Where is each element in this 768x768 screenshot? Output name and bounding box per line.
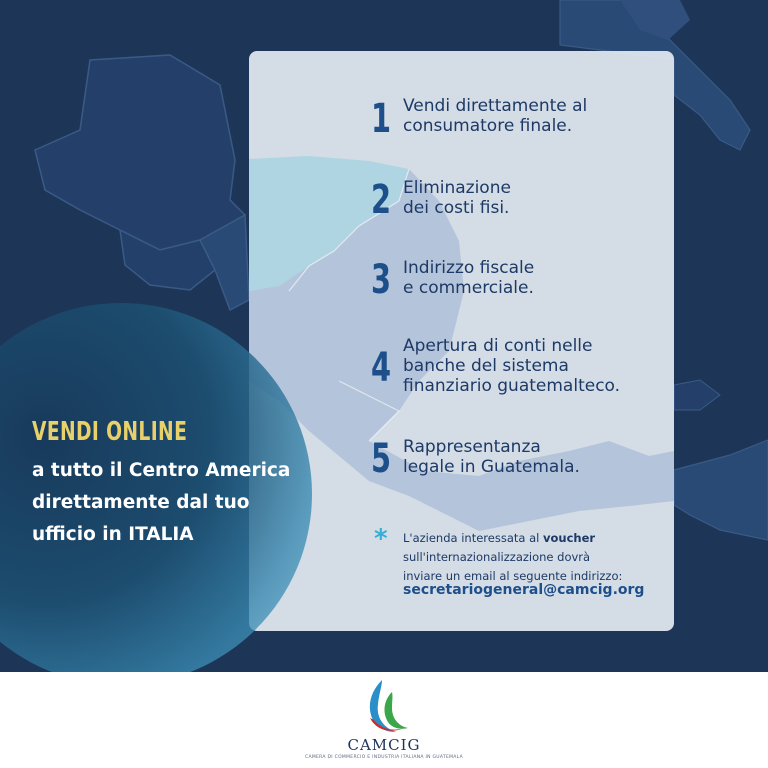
logo-wordmark: CAMCIG xyxy=(347,736,421,754)
step-number: 5 xyxy=(371,436,392,482)
step-line: legale in Guatemala. xyxy=(403,457,580,477)
step-number: 2 xyxy=(371,177,392,223)
step-text xyxy=(403,437,580,477)
step-line: Indirizzo fiscale xyxy=(403,258,535,278)
step-4 xyxy=(249,336,674,406)
promo-line: direttamente dal tuo xyxy=(32,492,250,513)
step-line: Vendi direttamente al xyxy=(403,96,588,116)
email-link[interactable]: secretariogeneral@camcig.org xyxy=(403,582,645,598)
step-number: 3 xyxy=(371,257,392,303)
note-prefix: L'azienda interessata al xyxy=(403,531,543,545)
step-line: Eliminazione xyxy=(403,178,511,198)
step-3 xyxy=(249,258,674,318)
step-1 xyxy=(249,96,674,156)
note-line: inviare un email al seguente indirizzo: xyxy=(403,569,623,583)
promo-line: ufficio in ITALIA xyxy=(32,524,194,545)
step-text xyxy=(403,178,511,218)
promo-line: a tutto il Centro America xyxy=(32,460,291,481)
step-text xyxy=(403,258,534,298)
note-line xyxy=(403,529,622,548)
step-line: Rappresentanza xyxy=(403,437,541,457)
step-line: banche del sistema xyxy=(403,356,569,376)
step-line: consumatore finale. xyxy=(403,116,573,136)
step-line: dei costi fisi. xyxy=(403,198,510,218)
step-line: finanziario guatemalteco. xyxy=(403,376,621,396)
note-line: sull'internazionalizzazione dovrà xyxy=(403,550,591,564)
step-text xyxy=(403,96,587,136)
step-text xyxy=(403,336,620,396)
logo-subtitle: CAMERA DI COMMERCIO E INDUSTRIA ITALIANA IN GUATEMALA xyxy=(305,755,463,760)
step-number: 1 xyxy=(371,96,392,142)
voucher-note xyxy=(403,529,622,586)
camcig-logo-icon xyxy=(356,678,414,736)
note-voucher: voucher xyxy=(542,531,596,545)
step-line: e commerciale. xyxy=(403,278,534,298)
step-number: 4 xyxy=(371,345,392,391)
step-2 xyxy=(249,178,674,238)
promo-headline: VENDI ONLINE xyxy=(32,417,188,447)
asterisk-icon: * xyxy=(374,524,388,554)
step-line: Apertura di conti nelle xyxy=(403,336,593,356)
